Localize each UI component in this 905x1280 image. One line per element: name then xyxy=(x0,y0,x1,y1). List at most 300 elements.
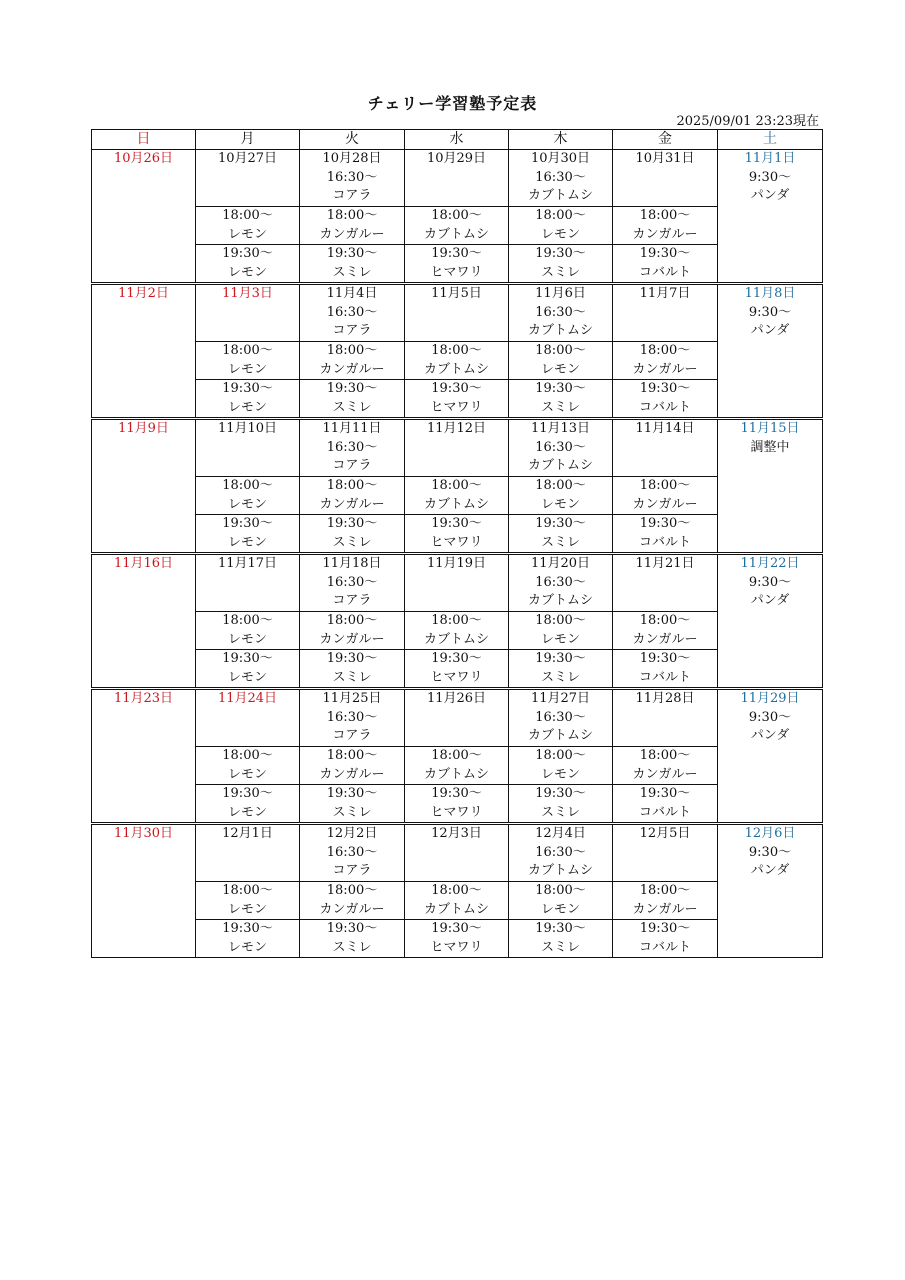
date-label: 11月22日 xyxy=(740,556,800,571)
class-time: 16:30～ xyxy=(535,169,586,185)
class-time: 19:30～ xyxy=(535,651,586,666)
day-cell xyxy=(613,824,718,882)
class-time: 19:30～ xyxy=(222,651,273,666)
date-label: 11月19日 xyxy=(426,556,487,571)
session-row xyxy=(92,785,823,824)
session-cell xyxy=(300,477,405,515)
week-row xyxy=(92,150,823,207)
day-cell xyxy=(92,824,196,958)
class-name: コバルト xyxy=(638,534,691,550)
date-label: 11月27日 xyxy=(530,691,591,706)
date-label: 12月2日 xyxy=(326,826,378,841)
session-row xyxy=(92,612,823,650)
weekday-header: 土 xyxy=(718,130,823,150)
class-name: カブトムシ xyxy=(423,226,489,242)
class-name: レモン xyxy=(227,939,267,955)
class-name: コバルト xyxy=(638,399,691,415)
class-name: コアラ xyxy=(332,593,372,608)
session-cell xyxy=(613,245,718,284)
session-cell xyxy=(509,920,613,958)
class-time: 18:00～ xyxy=(431,343,482,358)
class-time: 19:30～ xyxy=(535,246,586,261)
session-cell xyxy=(405,380,509,419)
class-time: 19:30～ xyxy=(222,786,273,801)
session-cell xyxy=(196,785,300,824)
session-cell xyxy=(300,612,405,650)
class-name: コアラ xyxy=(332,323,372,338)
class-time: 18:00～ xyxy=(639,748,691,763)
day-cell xyxy=(405,284,509,342)
class-time: 18:00～ xyxy=(535,748,586,763)
class-time: 18:00～ xyxy=(326,883,378,898)
date-label: 11月23日 xyxy=(113,691,174,706)
session-cell xyxy=(405,207,509,245)
class-name: スミレ xyxy=(540,399,580,415)
date-label: 11月16日 xyxy=(113,556,174,571)
day-cell xyxy=(509,150,613,207)
day-cell xyxy=(718,150,823,284)
class-name: カブトムシ xyxy=(527,323,593,338)
date-label: 11月3日 xyxy=(222,286,273,301)
page-title: チェリー学習塾予定表 xyxy=(367,94,538,113)
session-cell xyxy=(405,747,509,785)
date-label: 11月9日 xyxy=(118,421,169,436)
class-name: カンガルー xyxy=(632,226,698,242)
weekday-header: 日 xyxy=(92,130,196,150)
class-time: 16:30～ xyxy=(326,709,378,725)
class-time: 19:30～ xyxy=(639,651,691,666)
session-cell xyxy=(613,477,718,515)
class-time: 19:30～ xyxy=(535,381,586,396)
class-name: パンダ xyxy=(750,863,790,878)
class-time: 19:30～ xyxy=(535,921,586,936)
class-time: 18:00～ xyxy=(326,208,378,223)
session-cell xyxy=(613,342,718,380)
class-name: カブトムシ xyxy=(423,496,489,512)
class-time: 19:30～ xyxy=(326,921,378,936)
date-label: 10月27日 xyxy=(217,151,278,166)
class-time: 9:30～ xyxy=(748,844,792,860)
session-cell xyxy=(509,515,613,554)
class-time: 19:30～ xyxy=(431,651,482,666)
class-time: 16:30～ xyxy=(535,439,586,455)
class-time: 19:30～ xyxy=(326,651,378,666)
class-name: スミレ xyxy=(332,669,372,685)
class-time: 16:30～ xyxy=(535,709,586,725)
date-label: 11月8日 xyxy=(744,286,796,301)
session-cell xyxy=(509,747,613,785)
day-cell xyxy=(718,824,823,958)
session-cell xyxy=(300,920,405,958)
class-name: レモン xyxy=(540,901,580,917)
class-name: カンガルー xyxy=(319,226,385,242)
date-label: 12月1日 xyxy=(222,826,273,841)
class-time: 18:00～ xyxy=(639,478,691,493)
class-name: カンガルー xyxy=(319,361,385,377)
class-name: カンガルー xyxy=(632,766,698,782)
class-name: スミレ xyxy=(540,534,580,550)
date-label: 11月29日 xyxy=(740,691,800,706)
day-cell xyxy=(300,284,405,342)
class-time: 18:00～ xyxy=(222,613,273,628)
day-cell xyxy=(300,554,405,612)
class-name: スミレ xyxy=(540,264,580,280)
date-label: 10月28日 xyxy=(322,151,382,166)
class-name: スミレ xyxy=(332,804,372,820)
session-cell xyxy=(509,882,613,920)
class-name: スミレ xyxy=(540,669,580,685)
class-time: 18:00～ xyxy=(639,613,691,628)
session-cell xyxy=(196,207,300,245)
class-time: 19:30～ xyxy=(431,921,482,936)
class-time: 19:30～ xyxy=(326,381,378,396)
class-name: スミレ xyxy=(332,939,372,955)
class-name: カブトムシ xyxy=(423,901,489,917)
date-label: 11月18日 xyxy=(322,556,382,571)
session-cell xyxy=(300,747,405,785)
class-time: 18:00～ xyxy=(431,613,482,628)
class-name: スミレ xyxy=(540,939,580,955)
class-name: レモン xyxy=(227,534,267,550)
session-cell xyxy=(405,882,509,920)
day-cell xyxy=(196,689,300,747)
day-cell xyxy=(405,419,509,477)
class-name: ヒマワリ xyxy=(430,399,483,415)
week-row xyxy=(92,824,823,882)
session-cell xyxy=(509,380,613,419)
class-name: レモン xyxy=(227,264,267,280)
date-label: 11月5日 xyxy=(431,286,482,301)
day-cell xyxy=(300,689,405,747)
class-time: 19:30～ xyxy=(431,516,482,531)
weekday-header: 月 xyxy=(196,130,300,150)
day-cell xyxy=(613,419,718,477)
class-name: カンガルー xyxy=(319,901,385,917)
weekday-header: 金 xyxy=(613,130,718,150)
class-time: 16:30～ xyxy=(326,439,378,455)
class-time: 19:30～ xyxy=(326,246,378,261)
week-row xyxy=(92,554,823,612)
session-row xyxy=(92,882,823,920)
session-cell xyxy=(613,650,718,689)
class-time: 18:00～ xyxy=(535,208,586,223)
session-cell xyxy=(405,245,509,284)
class-time: 19:30～ xyxy=(431,786,482,801)
class-name: レモン xyxy=(227,804,267,820)
class-name: パンダ xyxy=(750,728,790,743)
class-time: 18:00～ xyxy=(326,478,378,493)
class-name: レモン xyxy=(227,901,267,917)
session-cell xyxy=(405,477,509,515)
class-time: 19:30～ xyxy=(639,516,691,531)
class-name: パンダ xyxy=(750,188,790,203)
class-time: 18:00～ xyxy=(222,343,273,358)
class-name: コバルト xyxy=(638,939,691,955)
class-time: 19:30～ xyxy=(222,246,273,261)
date-label: 11月11日 xyxy=(322,421,382,436)
session-cell xyxy=(613,920,718,958)
class-name: カブトムシ xyxy=(527,728,593,743)
class-time: 19:30～ xyxy=(431,246,482,261)
class-time: 9:30～ xyxy=(748,169,792,185)
class-name: レモン xyxy=(227,361,267,377)
class-time: 18:00～ xyxy=(431,883,482,898)
class-time: 19:30～ xyxy=(639,921,691,936)
class-name: レモン xyxy=(540,361,580,377)
weekday-header: 火 xyxy=(300,130,405,150)
as-of-timestamp: 2025/09/01 23:23現在 xyxy=(676,114,819,129)
date-label: 11月30日 xyxy=(113,826,174,841)
class-time: 19:30～ xyxy=(222,516,273,531)
session-cell xyxy=(613,207,718,245)
day-cell xyxy=(718,689,823,824)
class-time: 19:30～ xyxy=(639,246,691,261)
class-name: パンダ xyxy=(750,323,790,338)
class-time: 18:00～ xyxy=(326,748,378,763)
class-name: コアラ xyxy=(332,188,372,203)
session-row xyxy=(92,342,823,380)
day-cell xyxy=(92,554,196,689)
session-cell xyxy=(509,612,613,650)
class-name: スミレ xyxy=(540,804,580,820)
class-time: 18:00～ xyxy=(535,883,586,898)
session-row xyxy=(92,207,823,245)
day-cell xyxy=(718,284,823,419)
session-cell xyxy=(509,785,613,824)
session-cell xyxy=(405,650,509,689)
session-cell xyxy=(613,747,718,785)
day-cell xyxy=(509,419,613,477)
date-label: 11月28日 xyxy=(635,691,695,706)
class-time: 18:00～ xyxy=(222,208,273,223)
class-time: 18:00～ xyxy=(431,748,482,763)
date-label: 10月30日 xyxy=(530,151,591,166)
class-name: ヒマワリ xyxy=(430,534,483,550)
session-cell xyxy=(613,515,718,554)
date-label: 10月29日 xyxy=(426,151,487,166)
session-cell xyxy=(196,380,300,419)
class-time: 19:30～ xyxy=(431,381,482,396)
class-time: 19:30～ xyxy=(222,381,273,396)
class-name: カンガルー xyxy=(632,496,698,512)
class-time: 19:30～ xyxy=(639,786,691,801)
class-name: ヒマワリ xyxy=(430,669,483,685)
class-name: カブトムシ xyxy=(527,458,593,473)
class-name: レモン xyxy=(540,631,580,647)
session-row xyxy=(92,477,823,515)
session-cell xyxy=(300,245,405,284)
class-time: 18:00～ xyxy=(222,748,273,763)
class-name: ヒマワリ xyxy=(430,804,483,820)
class-time: 19:30～ xyxy=(535,786,586,801)
class-name: カンガルー xyxy=(319,496,385,512)
session-cell xyxy=(196,612,300,650)
day-cell xyxy=(196,419,300,477)
session-cell xyxy=(196,882,300,920)
class-name: レモン xyxy=(540,766,580,782)
class-name: レモン xyxy=(227,669,267,685)
session-cell xyxy=(405,612,509,650)
day-cell xyxy=(405,689,509,747)
day-cell xyxy=(92,150,196,284)
date-label: 11月26日 xyxy=(426,691,487,706)
date-label: 10月31日 xyxy=(635,151,695,166)
class-name: スミレ xyxy=(332,534,372,550)
session-cell xyxy=(300,785,405,824)
session-cell xyxy=(196,515,300,554)
day-cell xyxy=(196,284,300,342)
class-time: 19:30～ xyxy=(222,921,273,936)
session-row xyxy=(92,650,823,689)
date-label: 11月1日 xyxy=(744,151,796,166)
date-label: 11月7日 xyxy=(639,286,691,301)
class-time: 16:30～ xyxy=(535,844,586,860)
class-time: 19:30～ xyxy=(535,516,586,531)
day-cell xyxy=(92,284,196,419)
date-label: 11月6日 xyxy=(535,286,586,301)
session-cell xyxy=(300,515,405,554)
class-time: 16:30～ xyxy=(326,169,378,185)
class-time: 18:00～ xyxy=(431,478,482,493)
class-name: カブトムシ xyxy=(527,863,593,878)
date-label: 11月12日 xyxy=(426,421,487,436)
class-time: 18:00～ xyxy=(326,343,378,358)
date-label: 11月2日 xyxy=(118,286,169,301)
date-label: 12月5日 xyxy=(639,826,691,841)
class-name: レモン xyxy=(227,631,267,647)
class-time: 18:00～ xyxy=(222,478,273,493)
session-cell xyxy=(405,515,509,554)
session-cell xyxy=(196,920,300,958)
day-cell xyxy=(405,150,509,207)
class-name: カンガルー xyxy=(319,766,385,782)
day-cell xyxy=(405,824,509,882)
date-label: 11月4日 xyxy=(326,286,378,301)
day-cell xyxy=(196,824,300,882)
class-time: 9:30～ xyxy=(748,574,792,590)
week-row xyxy=(92,419,823,477)
class-time: 19:30～ xyxy=(639,381,691,396)
class-name: レモン xyxy=(227,226,267,242)
class-time: 16:30～ xyxy=(326,574,378,590)
class-time: 19:30～ xyxy=(326,516,378,531)
session-cell xyxy=(405,785,509,824)
class-name: コアラ xyxy=(332,458,372,473)
session-cell xyxy=(300,380,405,419)
class-time: 16:30～ xyxy=(326,304,378,320)
session-cell xyxy=(196,650,300,689)
session-cell xyxy=(613,882,718,920)
session-cell xyxy=(613,612,718,650)
date-label: 11月21日 xyxy=(635,556,695,571)
class-name: ヒマワリ xyxy=(430,264,483,280)
session-cell xyxy=(509,245,613,284)
session-cell xyxy=(405,342,509,380)
session-cell xyxy=(196,342,300,380)
day-cell xyxy=(613,554,718,612)
day-cell xyxy=(613,284,718,342)
class-name: カブトムシ xyxy=(527,593,593,608)
date-label: 11月24日 xyxy=(217,691,278,706)
date-label: 11月25日 xyxy=(322,691,382,706)
class-name: コアラ xyxy=(332,728,372,743)
weekday-header-row xyxy=(92,130,823,150)
day-cell xyxy=(613,689,718,747)
class-name: レモン xyxy=(540,226,580,242)
class-time: 18:00～ xyxy=(535,478,586,493)
session-cell xyxy=(509,207,613,245)
session-cell xyxy=(509,477,613,515)
class-name: カブトムシ xyxy=(423,631,489,647)
class-name: レモン xyxy=(227,496,267,512)
class-time: 18:00～ xyxy=(639,883,691,898)
day-cell xyxy=(509,284,613,342)
schedule-table xyxy=(91,129,823,958)
weekday-header: 水 xyxy=(405,130,509,150)
session-cell xyxy=(300,207,405,245)
class-name: カンガルー xyxy=(632,901,698,917)
class-name: カンガルー xyxy=(319,631,385,647)
day-cell xyxy=(718,419,823,554)
class-name: スミレ xyxy=(332,264,372,280)
date-label: 11月17日 xyxy=(217,556,278,571)
class-time: 18:00～ xyxy=(639,343,691,358)
day-cell xyxy=(613,150,718,207)
session-row xyxy=(92,245,823,284)
class-time: 16:30～ xyxy=(535,574,586,590)
date-label: 11月14日 xyxy=(635,421,695,436)
class-name: カブトムシ xyxy=(423,361,489,377)
class-name: レモン xyxy=(227,399,267,415)
day-cell xyxy=(92,419,196,554)
date-label: 11月10日 xyxy=(217,421,278,436)
class-time: 18:00～ xyxy=(535,343,586,358)
class-name: レモン xyxy=(227,766,267,782)
class-name: カンガルー xyxy=(632,361,698,377)
date-label: 12月4日 xyxy=(535,826,586,841)
class-time: 18:00～ xyxy=(535,613,586,628)
date-label: 10月26日 xyxy=(113,151,174,166)
class-time: 9:30～ xyxy=(748,304,792,320)
class-name: レモン xyxy=(540,496,580,512)
day-cell xyxy=(300,824,405,882)
class-name: カブトムシ xyxy=(527,188,593,203)
session-cell xyxy=(196,245,300,284)
session-cell xyxy=(300,342,405,380)
session-cell xyxy=(196,747,300,785)
session-cell xyxy=(509,650,613,689)
session-row xyxy=(92,747,823,785)
day-cell xyxy=(196,554,300,612)
day-cell xyxy=(405,554,509,612)
class-name: コバルト xyxy=(638,804,691,820)
week-row xyxy=(92,284,823,342)
session-cell xyxy=(196,477,300,515)
class-time: 18:00～ xyxy=(431,208,482,223)
day-cell xyxy=(196,150,300,207)
session-row xyxy=(92,920,823,958)
date-label: 11月20日 xyxy=(530,556,591,571)
session-cell xyxy=(613,785,718,824)
class-time: 19:30～ xyxy=(326,786,378,801)
session-row xyxy=(92,515,823,554)
class-name: コアラ xyxy=(332,863,372,878)
class-name: パンダ xyxy=(750,593,790,608)
class-time: 16:30～ xyxy=(326,844,378,860)
class-name: スミレ xyxy=(332,399,372,415)
class-name: カブトムシ xyxy=(423,766,489,782)
day-cell xyxy=(300,150,405,207)
